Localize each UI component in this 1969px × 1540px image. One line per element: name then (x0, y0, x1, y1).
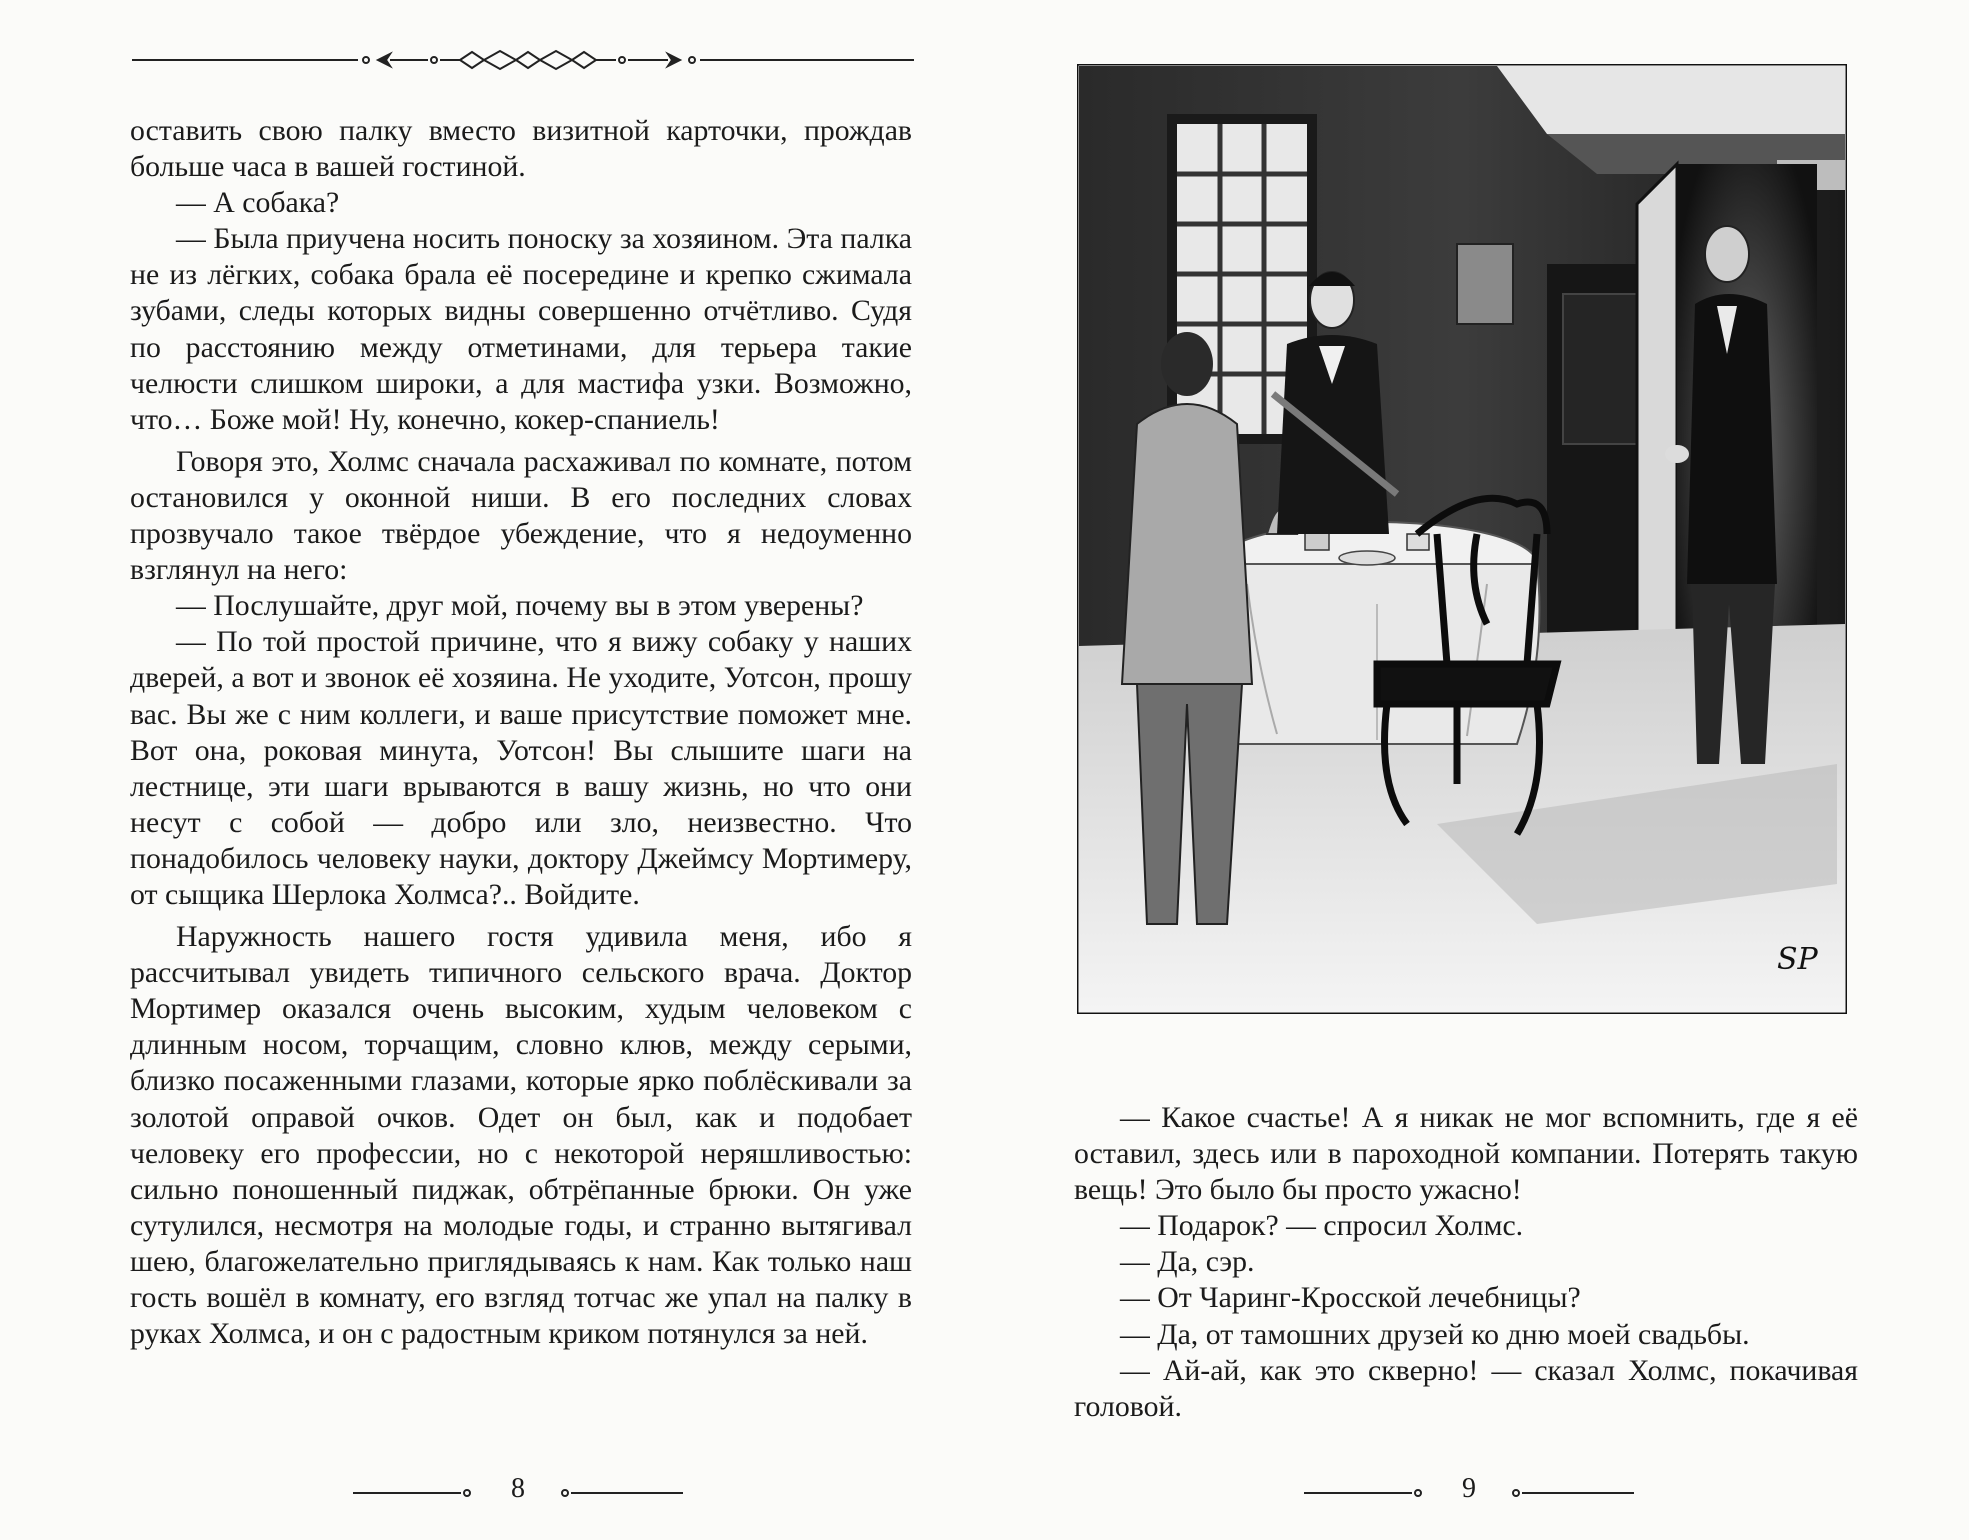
right-footer (984, 1475, 1969, 1507)
table (1214, 509, 1540, 744)
paragraph: оставить свою палку вместо визитной карточки, прождав больше часа в вашей гостиной. (130, 114, 912, 184)
header-ornament (128, 46, 918, 74)
paragraph: — Да, от тамошних друзей ко дню моей свадьбы. (1120, 1317, 1750, 1351)
paragraph: — Ай-ай, как это скверно! — сказал Холмс, покачивая головой. (1074, 1353, 1858, 1423)
left-page-body (130, 113, 912, 1352)
paragraph: Наружность нашего гостя удивила меня, ибо я рассчитывал увидеть типичного сельского врача. Доктор Мортимер оказался очень высоким, худым человеком с длинным носом, торчащим, словно клюв, между серыми, близко посаженными глазами, которые ярко поблёскивали за золотой оправой очков. Одет он был, как и подобает человеку его профессии, но с некоторой неряшливостью: сильно поношенный пиджак, обтрёпанные брюки. Он уже сутулился, несмотря на молодые годы, и странно вытягивал шею, благожелательно приглядываясь к нам. Как только наш гость вошёл в комнату, его взгляд тотчас же упал на палку в руках Холмса, и он с радостным криком потянулся за ней. (130, 920, 912, 1351)
right-page (984, 0, 1969, 1540)
paragraph: — Подарок? — спросил Холмс. (1120, 1209, 1524, 1243)
paragraph: Говоря это, Холмс сначала расхаживал по комнате, потом остановился у оконной ниши. В его последних словах прозвучало такое твёрдое убеждение, что я недоуменно взглянул на него: (130, 444, 912, 587)
page-number: 8 (511, 1473, 525, 1504)
left-page (0, 0, 984, 1540)
right-page-body (1074, 1100, 1858, 1425)
paragraph: — По той простой причине, что я вижу собаку у наших дверей, а вот и звонок её хозяина. Не уходите, Уотсон, прошу вас. Вы же с ним коллеги, и ваше присутствие поможет мне. Вот она, роковая минута, Уотсон! Вы слышите шаги на лестнице, эти шаги врываются в вашу жизнь, но что они несут с собой — добро или зло, неизвестно. Что понадобилось человеку науки, доктору Джеймсу Мортимеру, от сыщика Шерлока Холмса?.. Войдите. (130, 625, 912, 911)
paragraph: — Была приучена носить поноску за хозяином. Эта палка не из лёгких, собака брала её посередине и крепко сжимала зубами, следы которых видны совершенно отчётливо. Судя по расстоянию между отметинами, для терьера такие челюсти слишком широки, а для мастифа узки. Возможно, что… Боже мой! Ну, конечно, кокер-спаниель! (130, 222, 912, 436)
left-footer (0, 1475, 984, 1507)
illustration-signature: SP (1777, 942, 1818, 977)
page-number: 9 (1462, 1473, 1476, 1504)
paragraph: — От Чаринг-Кросской лечебницы? (1120, 1281, 1581, 1315)
paragraph: — Какое счастье! А я никак не мог вспомнить, где я её оставил, здесь или в пароходной компании. Потерять такую вещь! Это было бы просто ужасно! (1074, 1101, 1858, 1207)
paragraph: — Да, сэр. (1120, 1245, 1255, 1279)
illustration (1077, 64, 1847, 1014)
paragraph: — Послушайте, друг мой, почему вы в этом уверены? (176, 589, 864, 623)
paragraph: — А собака? (176, 186, 340, 220)
